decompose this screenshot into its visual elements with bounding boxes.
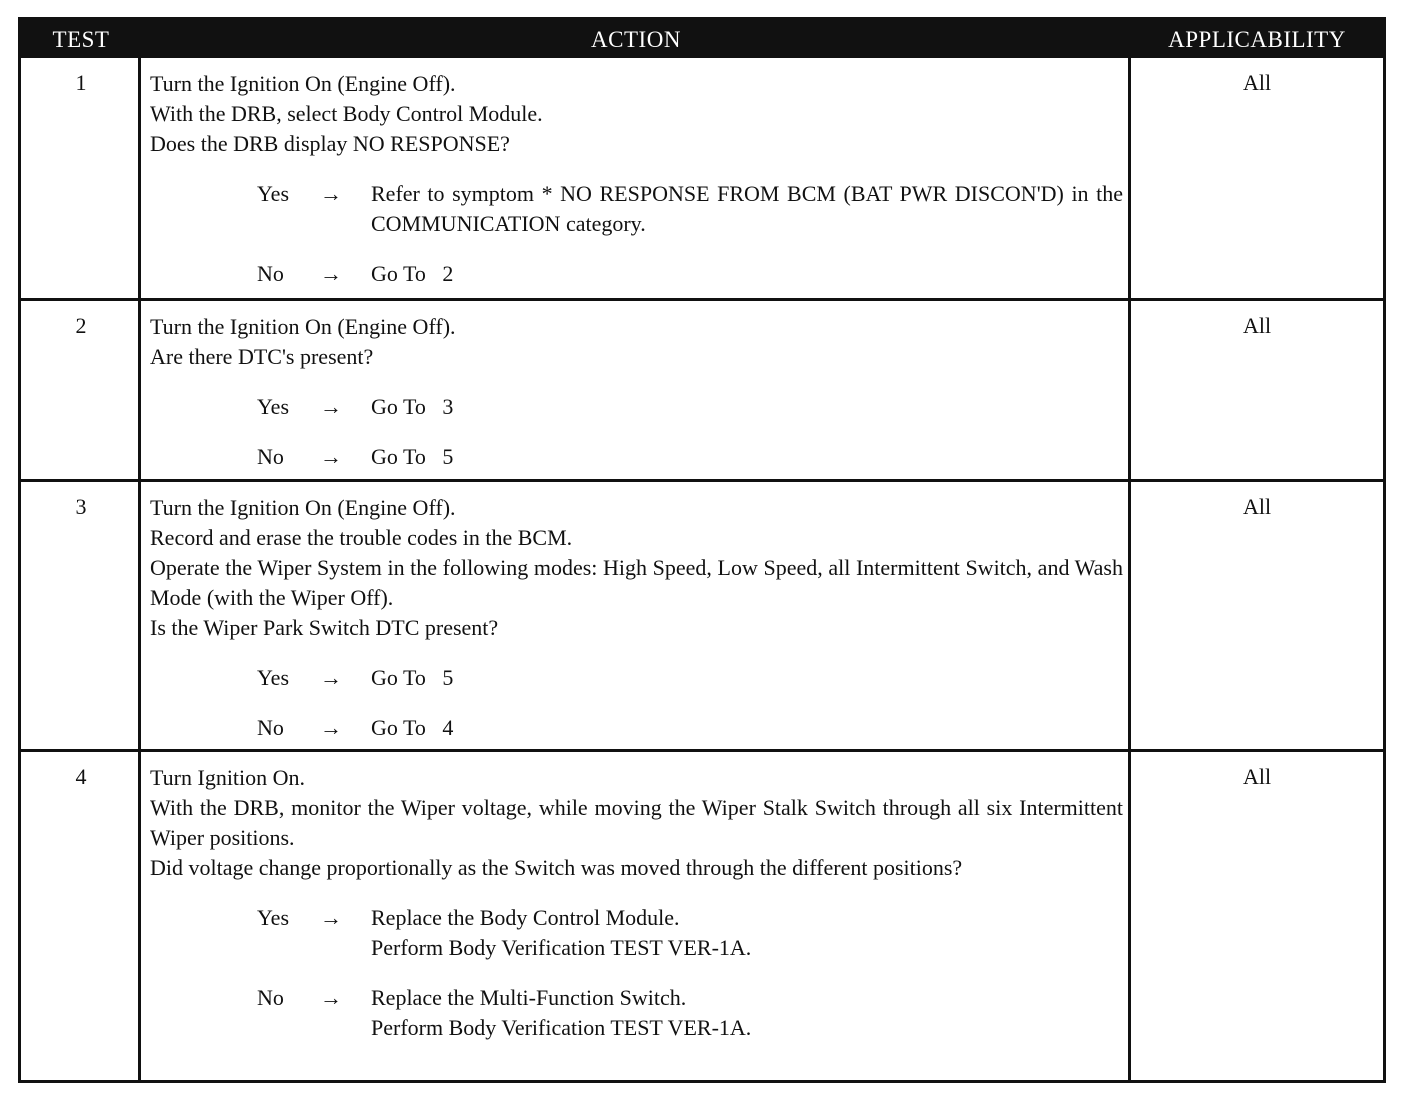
arrow-icon: →: [320, 394, 342, 419]
action-line: Are there DTC's present?: [150, 344, 374, 369]
arrow-icon: →: [320, 181, 342, 206]
applicability-value: All: [1242, 764, 1272, 789]
arrow-icon: →: [320, 261, 342, 286]
no-text: Replace the Multi-Function Switch. Perform Body Verification TEST VER-1A.: [371, 985, 752, 1040]
no-label: No: [257, 444, 284, 469]
arrow-icon: →: [320, 715, 342, 740]
test-number: 3: [75, 494, 87, 519]
yes-response: [150, 903, 1123, 963]
action-line: With the DRB, select Body Control Module.: [150, 101, 543, 126]
action-line: Is the Wiper Park Switch DTC present?: [150, 615, 499, 640]
yes-response: [150, 179, 1123, 239]
table-row: [21, 482, 1383, 749]
yes-text: Go To 5: [371, 665, 454, 690]
no-label: No: [257, 261, 284, 286]
action-line: Record and erase the trouble codes in the BCM.: [150, 525, 573, 550]
no-response: [150, 713, 1123, 743]
header-applicability: APPLICABILITY: [1168, 27, 1346, 52]
action-line: Turn the Ignition On (Engine Off).: [150, 314, 456, 339]
test-number: 1: [75, 70, 87, 95]
no-text: Go To 5: [371, 444, 454, 469]
no-label: No: [257, 715, 284, 740]
no-response: [150, 442, 1123, 472]
arrow-icon: →: [320, 905, 342, 930]
yes-text: Go To 3: [371, 394, 454, 419]
action-cell: [150, 69, 1123, 289]
action-line: Did voltage change proportionally as the Switch was moved through the different positions?: [150, 855, 963, 880]
yes-label: Yes: [257, 181, 290, 206]
table-row: [21, 301, 1383, 479]
arrow-icon: →: [320, 985, 342, 1010]
table-header: [21, 20, 1383, 58]
table-row: [21, 58, 1383, 298]
yes-label: Yes: [257, 905, 290, 930]
yes-text: Refer to symptom * NO RESPONSE FROM BCM (BAT PWR DISCON'D) in the COMMUNICATION category.: [371, 181, 1123, 236]
applicability-value: All: [1242, 313, 1272, 338]
action-cell: [150, 763, 1123, 1043]
header-test: TEST: [52, 27, 110, 52]
table-row: [21, 752, 1383, 1080]
action-cell: [150, 312, 1123, 472]
no-response: [150, 259, 1123, 289]
action-line: Operate the Wiper System in the following modes: High Speed, Low Speed, all Intermittent Switch, and Wash Mode (with the Wiper Off).: [150, 555, 1123, 610]
header-action: ACTION: [591, 27, 681, 52]
applicability-value: All: [1242, 494, 1272, 519]
no-label: No: [257, 985, 284, 1010]
yes-label: Yes: [257, 665, 290, 690]
action-line: Does the DRB display NO RESPONSE?: [150, 131, 510, 156]
applicability-value: All: [1242, 70, 1272, 95]
test-number: 2: [75, 313, 87, 338]
yes-label: Yes: [257, 394, 290, 419]
action-line: Turn Ignition On.: [150, 765, 306, 790]
no-text: Go To 2: [371, 261, 454, 286]
yes-text: Replace the Body Control Module. Perform Body Verification TEST VER-1A.: [371, 905, 752, 960]
test-number: 4: [75, 764, 87, 789]
action-cell: [150, 493, 1123, 743]
arrow-icon: →: [320, 444, 342, 469]
action-line: Turn the Ignition On (Engine Off).: [150, 71, 456, 96]
diagnostic-test-table: [18, 17, 1386, 1083]
yes-response: [150, 392, 1123, 422]
no-response: [150, 983, 1123, 1043]
action-line: Turn the Ignition On (Engine Off).: [150, 495, 456, 520]
arrow-icon: →: [320, 665, 342, 690]
no-text: Go To 4: [371, 715, 454, 740]
action-line: With the DRB, monitor the Wiper voltage, while moving the Wiper Stalk Switch through all six Intermittent Wiper positions.: [150, 795, 1123, 850]
yes-response: [150, 663, 1123, 693]
